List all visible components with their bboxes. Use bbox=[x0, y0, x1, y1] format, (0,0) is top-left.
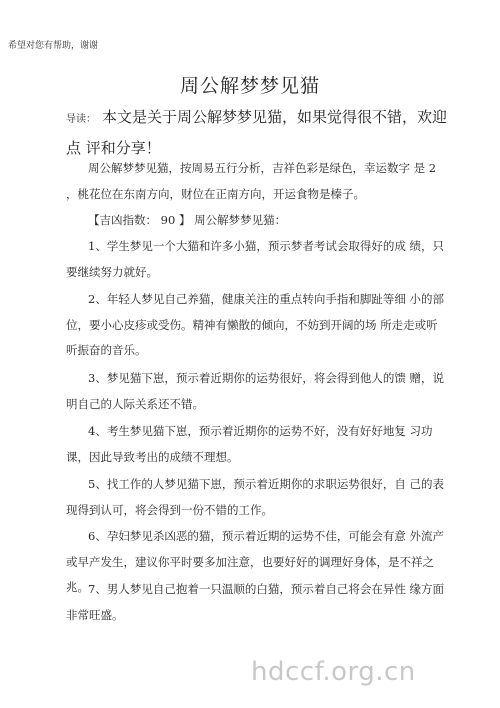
page-title: 周公解梦梦见猫 bbox=[179, 75, 320, 97]
paragraph-text: 4、考生梦见猫下崽，预示着近期你的运势不好，没有好好地复 习功课，因此导致考出的成绩不理想。 bbox=[66, 424, 433, 464]
paragraph-item-7 bbox=[66, 577, 446, 628]
paragraph-text: 6、孕妇梦见杀凶恶的猫，预示着近期的运势不佳，可能会有意 外流产或早产发生，建议你平时要多加注意，也要好好的调理好身体，是不祥之兆。 bbox=[66, 529, 444, 594]
paragraph-item-1 bbox=[66, 234, 446, 285]
intro-text: 本文是关于周公解梦梦见猫，如果觉得很不错，欢迎点 评和分享！ bbox=[66, 108, 448, 157]
paragraph-text: 3、梦见猫下崽，预示着近期你的运势很好，将会得到他人的馈 赠，说明自己的人际关系还不错。 bbox=[66, 371, 444, 411]
paragraph-summary bbox=[66, 156, 446, 207]
paragraph-text: 2、年轻人梦见自己养猫，健康关注的重点转向手指和脚趾等细 小的部位，要小心皮疹或受伤。精神有懒散的倾向，不妨到开阔的场 所走走或听听振奋的音乐。 bbox=[66, 292, 444, 357]
paragraph-text: 【吉凶指数： 90 】 周公解梦梦见猫： bbox=[88, 213, 287, 227]
paragraph-text: 5、找工作的人梦见猫下崽，预示着近期你的求职运势很好，自 己的表现得到认可，将会得到一份不错的工作。 bbox=[66, 477, 444, 517]
paragraph-text: 1、学生梦见一个大猫和许多小猫，预示梦者考试会取得好的成 绩，只要继续努力就好。 bbox=[66, 239, 444, 279]
header-note: 希望对您有帮助，谢谢 bbox=[8, 41, 99, 51]
paragraph-item-4 bbox=[66, 419, 446, 470]
paragraph-item-2 bbox=[66, 287, 446, 364]
paragraph-item-5 bbox=[66, 472, 446, 523]
paragraph-text: 周公解梦梦见猫，按周易五行分析，吉祥色彩是绿色，幸运数字 是 2 ，桃花位在东南方向，财位在正南方向，开运食物是榛子。 bbox=[66, 161, 437, 201]
paragraph-index bbox=[66, 208, 446, 234]
intro-block bbox=[66, 103, 456, 163]
watermark: hdccf.org.cn bbox=[251, 657, 416, 687]
paragraph-item-3 bbox=[66, 366, 446, 417]
paragraph-text: 7、男人梦见自己抱着一只温顺的白猫，预示着自己将会在异性 缘方面非常旺盛。 bbox=[66, 582, 444, 622]
intro-label: 导读： bbox=[66, 114, 96, 125]
